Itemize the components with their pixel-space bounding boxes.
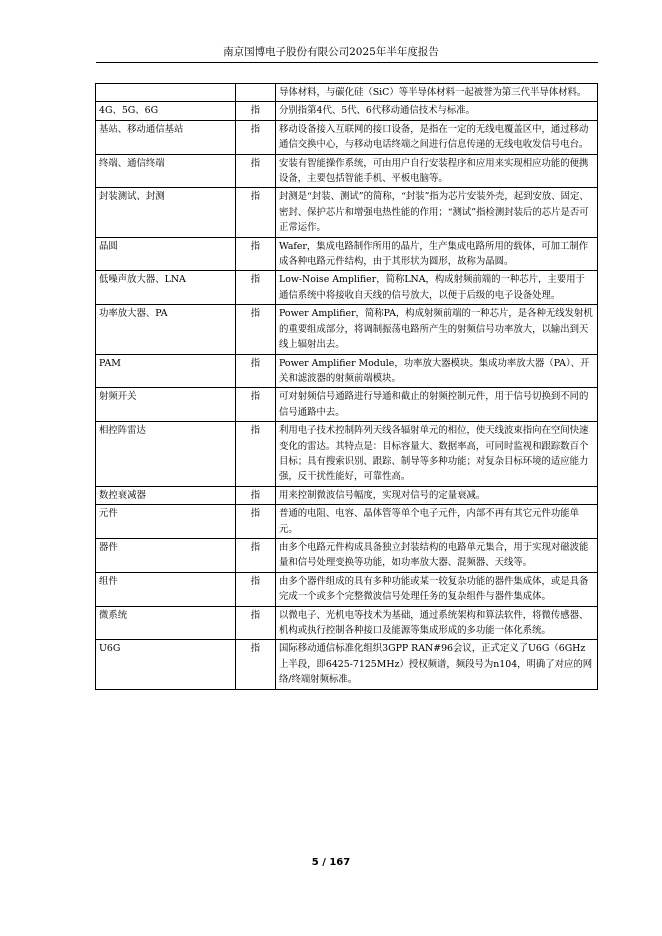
glossary-ref: 指 bbox=[236, 354, 276, 388]
glossary-term: 数控衰减器 bbox=[96, 486, 236, 504]
glossary-term: 终端、通信终端 bbox=[96, 154, 236, 188]
glossary-definition: 移动设备接入互联网的接口设备，是指在一定的无线电覆盖区中，通过移动通信交换中心，与移动电话终端之间进行信息传递的无线电收发信号电台。 bbox=[276, 120, 598, 154]
glossary-definition: 以微电子、光机电等技术为基础，通过系统架构和算法软件，将微传感器、机构或执行控制各种接口及能源等集成形成的多功能一体化系统。 bbox=[276, 606, 598, 640]
glossary-definition: 利用电子技术控制阵列天线各辐射单元的相位，使天线波束指向在空间快速变化的雷达。其特点是：目标容量大、数据率高，可同时监视和跟踪数百个目标；具有搜索识别、跟踪、制导等多种功能；对复杂目标环境的适应能力强，反干扰性能好，可靠性高。 bbox=[276, 422, 598, 487]
header-rule bbox=[96, 62, 598, 63]
glossary-definition: 导体材料，与碳化硅（SiC）等半导体材料一起被誉为第三代半导体材料。 bbox=[276, 84, 598, 102]
glossary-term: 组件 bbox=[96, 572, 236, 606]
table-row bbox=[96, 84, 598, 102]
glossary-term: 功率放大器、PA bbox=[96, 305, 236, 354]
glossary-body bbox=[96, 84, 598, 690]
glossary-definition: 国际移动通信标准化组织3GPP RAN#96会议，正式定义了U6G（6GHz上半段，即6425-7125MHz）授权频谱，频段号为n104，明确了对应的网络/终端射频标准。 bbox=[276, 640, 598, 689]
glossary-ref: 指 bbox=[236, 237, 276, 271]
glossary-ref: 指 bbox=[236, 422, 276, 487]
glossary-ref: 指 bbox=[236, 606, 276, 640]
glossary-ref: 指 bbox=[236, 271, 276, 305]
table-row bbox=[96, 188, 598, 237]
glossary-term: 元件 bbox=[96, 505, 236, 539]
glossary-definition: 用来控制微波信号幅度，实现对信号的定量衰减。 bbox=[276, 486, 598, 504]
table-row bbox=[96, 354, 598, 388]
glossary-term: 晶圆 bbox=[96, 237, 236, 271]
glossary-ref: 指 bbox=[236, 486, 276, 504]
glossary-term: 基站、移动通信基站 bbox=[96, 120, 236, 154]
table-row bbox=[96, 154, 598, 188]
table-row bbox=[96, 572, 598, 606]
glossary-term: 低噪声放大器、LNA bbox=[96, 271, 236, 305]
table-row bbox=[96, 102, 598, 120]
glossary-term: 器件 bbox=[96, 538, 236, 572]
glossary-term: PAM bbox=[96, 354, 236, 388]
glossary-term: 相控阵雷达 bbox=[96, 422, 236, 487]
glossary-ref: 指 bbox=[236, 640, 276, 689]
page-header: 南京国博电子股份有限公司2025年半年度报告 bbox=[223, 46, 439, 58]
glossary-term: 4G、5G、6G bbox=[96, 102, 236, 120]
glossary-definition: 可对射频信号通路进行导通和截止的射频控制元件，用于信号切换到不同的信号通路中去。 bbox=[276, 388, 598, 422]
table-row bbox=[96, 538, 598, 572]
table-row bbox=[96, 640, 598, 689]
glossary-term: 射频开关 bbox=[96, 388, 236, 422]
table-row bbox=[96, 120, 598, 154]
glossary-ref: 指 bbox=[236, 154, 276, 188]
glossary-ref: 指 bbox=[236, 102, 276, 120]
glossary-definition: Low-Noise Amplifier，简称LNA，构成射频前端的一种芯片，主要用于通信系统中将接收自天线的信号放大，以便于后级的电子设备处理。 bbox=[276, 271, 598, 305]
glossary-definition: 安装有智能操作系统，可由用户自行安装程序和应用来实现相应功能的便携设备，主要包括智能手机、平板电脑等。 bbox=[276, 154, 598, 188]
glossary-definition: 普通的电阻、电容、晶体管等单个电子元件，内部不再有其它元件功能单元。 bbox=[276, 505, 598, 539]
glossary-ref: 指 bbox=[236, 305, 276, 354]
table-row bbox=[96, 606, 598, 640]
glossary-term bbox=[96, 84, 236, 102]
glossary-definition: 由多个器件组成的具有多种功能或某一较复杂功能的器件集成体，或是具备完成一个或多个完整微波信号处理任务的复杂组件与器件集成体。 bbox=[276, 572, 598, 606]
table-row bbox=[96, 271, 598, 305]
glossary-ref: 指 bbox=[236, 120, 276, 154]
table-row bbox=[96, 237, 598, 271]
glossary-table bbox=[95, 83, 598, 690]
glossary-definition: Power Amplifier Module，功率放大器模块。集成功率放大器（PA）、开关和滤波器的射频前端模块。 bbox=[276, 354, 598, 388]
glossary-definition: 封测是“封装、测试”的简称，“封装”指为芯片安装外壳，起到安放、固定、密封、保护芯片和增强电热性能的作用；“测试”指检测封装后的芯片是否可正常运作。 bbox=[276, 188, 598, 237]
glossary-term: 微系统 bbox=[96, 606, 236, 640]
glossary-ref: 指 bbox=[236, 188, 276, 237]
glossary-definition: 由多个电路元件构成具备独立封装结构的电路单元集合，用于实现对磁波能量和信号处理变换等功能，如功率放大器、混频器、天线等。 bbox=[276, 538, 598, 572]
glossary-term: U6G bbox=[96, 640, 236, 689]
table-row bbox=[96, 505, 598, 539]
glossary-term: 封装测试、封测 bbox=[96, 188, 236, 237]
table-row bbox=[96, 305, 598, 354]
glossary-definition: Power Amplifier，简称PA，构成射频前端的一种芯片，是各种无线发射机的重要组成部分，将调制振荡电路所产生的射频信号功率放大，以输出到天线上辐射出去。 bbox=[276, 305, 598, 354]
glossary-ref bbox=[236, 84, 276, 102]
glossary-ref: 指 bbox=[236, 388, 276, 422]
glossary-ref: 指 bbox=[236, 505, 276, 539]
glossary-ref: 指 bbox=[236, 572, 276, 606]
glossary-ref: 指 bbox=[236, 538, 276, 572]
table-row bbox=[96, 486, 598, 504]
table-row bbox=[96, 388, 598, 422]
glossary-definition: 分别指第4代、5代、6代移动通信技术与标准。 bbox=[276, 102, 598, 120]
page-number: 5 / 167 bbox=[311, 857, 351, 868]
glossary-definition: Wafer，集成电路制作所用的晶片，生产集成电路所用的载体，可加工制作成各种电路元件结构，由于其形状为圆形，故称为晶圆。 bbox=[276, 237, 598, 271]
table-row bbox=[96, 422, 598, 487]
